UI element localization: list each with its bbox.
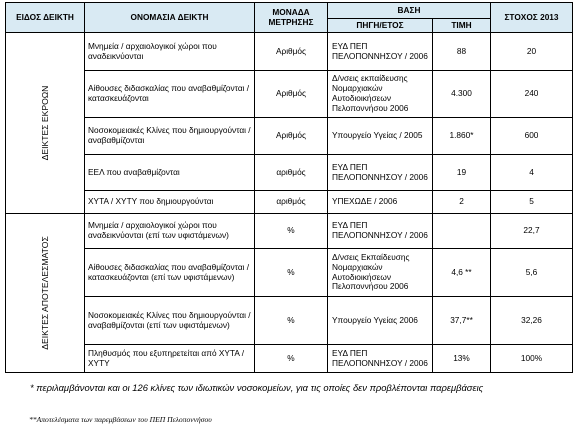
indicators-table (5, 2, 573, 373)
indicator-target: 600 (491, 118, 573, 155)
indicator-value: 13% (433, 345, 491, 373)
indicator-source: Δ/νσεις Εκπαίδευσης Νομαρχιακών Αυτοδιοικήσεων Πελοποννήσου 2006 (328, 249, 433, 297)
indicator-unit: Αριθμός (255, 71, 328, 118)
indicator-value (433, 214, 491, 249)
indicator-value: 4,6 ** (433, 249, 491, 297)
indicator-name: Αίθουσες διδασκαλίας που αναβαθμίζονται / κατασκευάζονται (85, 71, 255, 118)
header-target: ΣΤΟΧΟΣ 2013 (491, 3, 573, 33)
indicator-target: 240 (491, 71, 573, 118)
indicator-value: 1.860* (433, 118, 491, 155)
indicator-source: Υπουργείο Υγείας 2006 (328, 297, 433, 345)
group-label-cell (6, 33, 85, 214)
indicator-source: Δ/νσεις εκπαίδευσης Νομαρχιακών Αυτοδιοικήσεων Πελοποννήσου 2006 (328, 71, 433, 118)
indicator-source: ΥΠΕΧΩΔΕ / 2006 (328, 191, 433, 214)
table-row (6, 297, 573, 345)
indicator-target: 5 (491, 191, 573, 214)
indicator-target: 100% (491, 345, 573, 373)
indicator-source: ΕΥΔ ΠΕΠ ΠΕΛΟΠΟΝΝΗΣΟΥ / 2006 (328, 214, 433, 249)
indicator-source: ΕΥΔ ΠΕΠ ΠΕΛΟΠΟΝΝΗΣΟΥ / 2006 (328, 155, 433, 191)
indicator-target: 20 (491, 33, 573, 71)
table-row (6, 155, 573, 191)
group-label: ΔΕΙΚΤΕΣ ΑΠΟΤΕΛΕΣΜΑΤΟΣ (39, 236, 50, 350)
indicator-value: 88 (433, 33, 491, 71)
indicator-source: Υπουργείο Υγείας / 2005 (328, 118, 433, 155)
footnote-beds: * περιλαμβάνονται και οι 126 κλίνες των ιδιωτικών νοσοκομείων, για τις οποίες δεν προβλέπονται παρεμβάσεις (30, 382, 484, 393)
indicator-unit: % (255, 297, 328, 345)
indicator-value: 2 (433, 191, 491, 214)
group-label-cell (6, 214, 85, 373)
indicator-unit: αριθμός (255, 155, 328, 191)
table-row (6, 33, 573, 71)
table-row (6, 214, 573, 249)
indicator-source: ΕΥΔ ΠΕΠ ΠΕΛΟΠΟΝΝΗΣΟΥ / 2006 (328, 33, 433, 71)
indicator-unit: αριθμός (255, 191, 328, 214)
table-row (6, 191, 573, 214)
indicator-target: 5,6 (491, 249, 573, 297)
indicator-name: ΧΥΤΑ / ΧΥΤΥ που δημιουργούνται (85, 191, 255, 214)
header-value: ΤΙΜΗ (433, 19, 491, 33)
indicator-name: Νοσοκομειακές Κλίνες που δημιουργούνται / αναβαθμίζονται (επί των υφιστάμενων) (85, 297, 255, 345)
header-name: ΟΝΟΜΑΣΙΑ ΔΕΙΚΤΗ (85, 3, 255, 33)
group-label: ΔΕΙΚΤΕΣ ΕΚΡΟΩΝ (39, 85, 50, 161)
indicator-target: 32,26 (491, 297, 573, 345)
indicator-unit: % (255, 214, 328, 249)
header-base: ΒΑΣΗ (328, 3, 491, 19)
indicator-name: Πληθυσμός που εξυπηρετείται από ΧΥΤΑ / ΧΥΤΥ (85, 345, 255, 373)
header-unit: ΜΟΝΑΔΑ ΜΕΤΡΗΣΗΣ (255, 3, 328, 33)
indicator-unit: Αριθμός (255, 33, 328, 71)
indicator-value: 4.300 (433, 71, 491, 118)
footnote-results: **Αποτελέσματα των παρεμβάσεων του ΠΕΠ Πελοποννήσου (29, 415, 212, 424)
indicator-target: 4 (491, 155, 573, 191)
indicator-name: Μνημεία / αρχαιολογικοί χώροι που αναδεικνύονται (85, 33, 255, 71)
indicator-name: Αίθουσες διδασκαλίας που αναβαθμίζονται / κατασκευάζονται (επί των υφιστάμενων) (85, 249, 255, 297)
indicator-name: Μνημεία / αρχαιολογικοί χώροι που αναδεικνύονται (επί των υφιστάμενων) (85, 214, 255, 249)
indicator-name: ΕΕΛ που αναβαθμίζονται (85, 155, 255, 191)
header-type: ΕΙΔΟΣ ΔΕΙΚΤΗ (6, 3, 85, 33)
indicator-source: ΕΥΔ ΠΕΠ ΠΕΛΟΠΟΝΝΗΣΟΥ / 2006 (328, 345, 433, 373)
indicator-unit: % (255, 249, 328, 297)
indicator-target: 22,7 (491, 214, 573, 249)
indicator-value: 37,7** (433, 297, 491, 345)
table-row (6, 345, 573, 373)
indicator-name: Νοσοκομειακές Κλίνες που δημιουργούνται / αναβαθμίζονται (85, 118, 255, 155)
table-row (6, 118, 573, 155)
indicator-unit: Αριθμός (255, 118, 328, 155)
indicator-unit: % (255, 345, 328, 373)
indicator-value: 19 (433, 155, 491, 191)
header-source: ΠΗΓΗ/ΕΤΟΣ (328, 19, 433, 33)
table-row (6, 71, 573, 118)
table-row (6, 249, 573, 297)
